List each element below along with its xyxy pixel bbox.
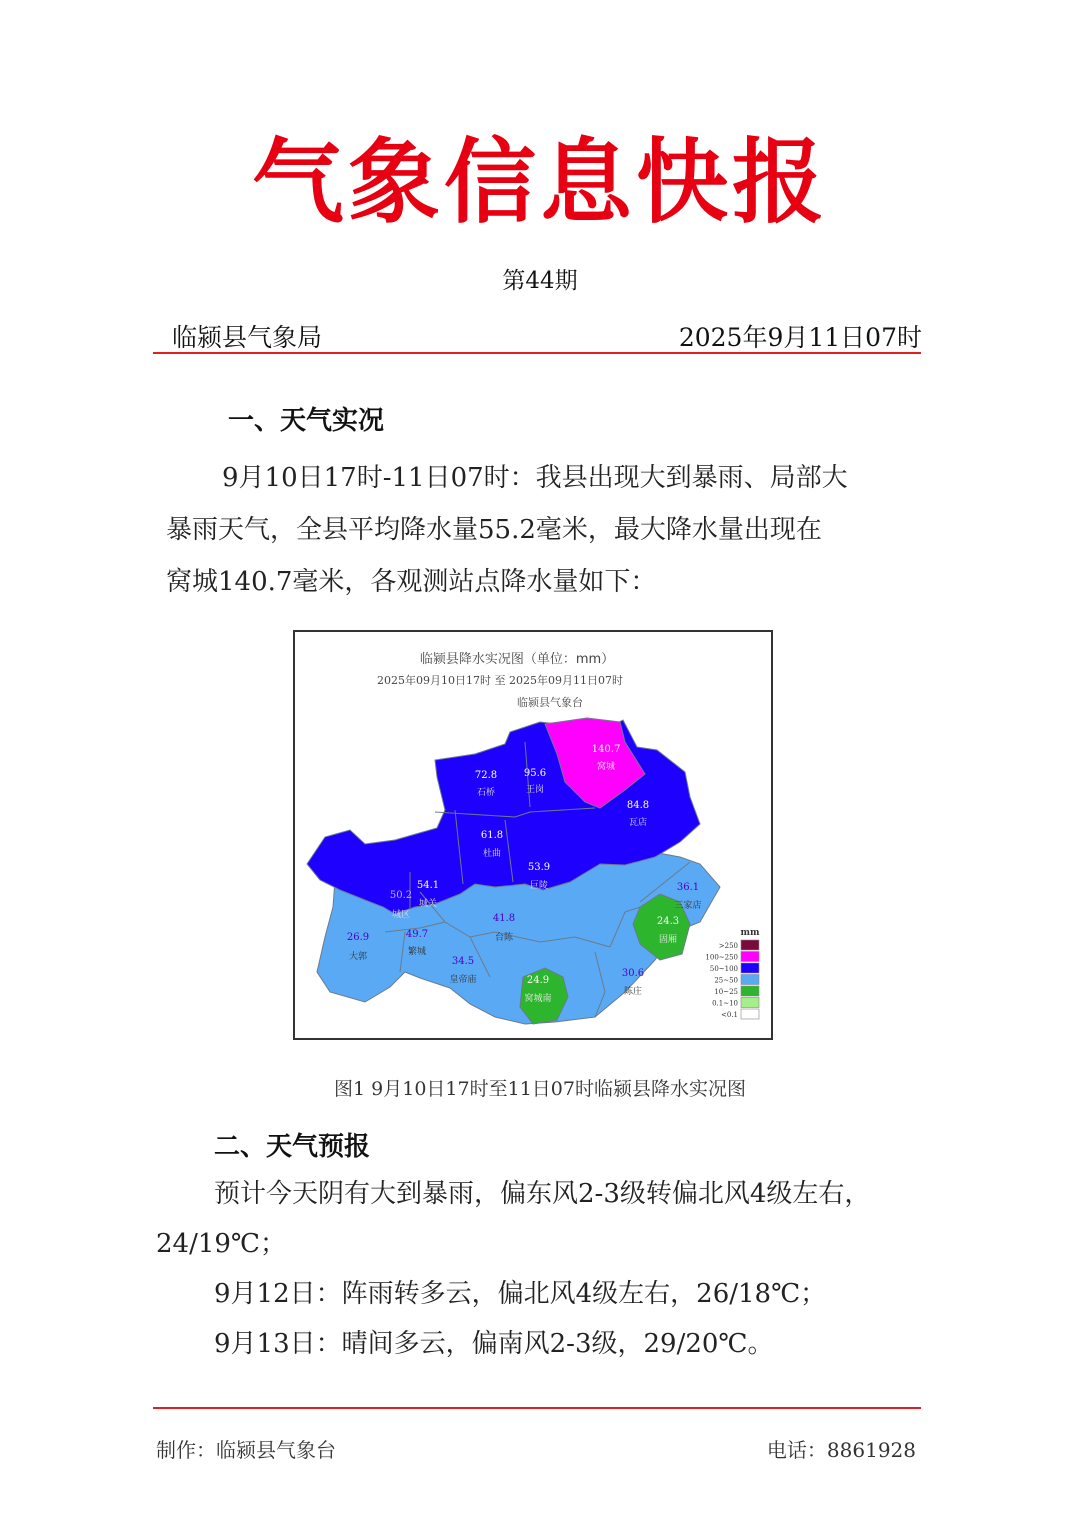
- legend-swatch: [741, 952, 759, 962]
- station-name: 窝城南: [524, 994, 552, 1004]
- station-value: 54.1: [416, 880, 440, 891]
- station-name: 台陈: [494, 933, 514, 943]
- issue-number: 第44期: [502, 268, 578, 294]
- station-value: 95.6: [523, 768, 547, 779]
- station-name: 杜曲: [482, 849, 502, 859]
- station-value: 34.5: [451, 956, 475, 967]
- station-value: 50.2: [389, 890, 413, 901]
- station-name: 繁城: [407, 947, 427, 957]
- map-title: 临颍县降水实况图（单位：mm）: [419, 652, 615, 667]
- station-value: 49.7: [405, 929, 429, 940]
- station-name: 瓦店: [628, 818, 648, 828]
- figure-caption: 图1 9月10日17时至11日07时临颍县降水实况图: [334, 1078, 746, 1100]
- station-name: 三家店: [674, 901, 702, 911]
- station-name: 大郭: [348, 952, 368, 962]
- legend-label: 0.1~10: [712, 999, 738, 1008]
- legend-label: 100~250: [705, 953, 738, 962]
- station-value: 26.9: [346, 932, 370, 943]
- legend-label: >250: [718, 942, 738, 950]
- station-name: 固厢: [658, 935, 678, 945]
- station-value: 72.8: [474, 770, 498, 781]
- station-value: 41.8: [492, 913, 516, 924]
- precipitation-map: [293, 630, 773, 1040]
- observation-line-1: 9月10日17时-11日07时：我县出现大到暴雨、局部大: [222, 463, 848, 493]
- legend-swatch: [741, 998, 759, 1008]
- forecast-line-3: 9月12日：阵雨转多云，偏北风4级左右，26/18℃；: [214, 1279, 827, 1309]
- map-period: 2025年09月10日17时 至 2025年09月11日07时: [377, 674, 623, 687]
- report-title: 气象信息快报: [251, 129, 828, 236]
- station-name: 巨陵: [529, 881, 549, 891]
- issue-date: 2025年9月11日07时: [678, 323, 922, 352]
- legend-title: mm: [740, 928, 760, 938]
- legend-label: 10~25: [714, 988, 738, 996]
- legend-swatch: [741, 963, 759, 973]
- station-value: 53.9: [527, 862, 551, 873]
- precipitation-map-svg: [295, 632, 771, 1038]
- forecast-line-4: 9月13日：晴间多云，偏南风2-3级，29/20℃。: [214, 1329, 774, 1359]
- station-value: 24.9: [526, 975, 550, 986]
- station-name: 石桥: [476, 788, 496, 798]
- forecast-line-1: 预计今天阴有大到暴雨，偏东风2-3级转偏北风4级左右，: [214, 1179, 871, 1209]
- station-name: 皇帝庙: [449, 975, 477, 985]
- map-source: 临颍县气象台: [517, 696, 583, 709]
- footer-rule: [153, 1407, 921, 1409]
- legend-label: 25~50: [714, 976, 738, 985]
- station-name: 王岗: [525, 785, 545, 795]
- legend-label: <0.1: [721, 1011, 738, 1019]
- forecast-line-2: 24/19℃；: [156, 1229, 287, 1259]
- legend-label: 50~100: [709, 965, 738, 973]
- legend-swatch: [741, 975, 759, 985]
- station-name: 陈庄: [623, 987, 643, 997]
- section-heading-observation: 一、天气实况: [228, 406, 385, 436]
- footer-phone: 电话：8861928: [766, 1438, 916, 1462]
- station-name: 城关: [418, 899, 438, 909]
- station-value: 30.6: [621, 968, 645, 979]
- station-value: 61.8: [480, 830, 504, 841]
- legend-swatch: [741, 940, 759, 950]
- station-value: 36.1: [676, 882, 700, 893]
- station-name: 城区: [391, 910, 411, 920]
- footer-producer: 制作：临颍县气象台: [156, 1438, 336, 1462]
- issuing-org: 临颍县气象局: [172, 323, 323, 352]
- header-rule: [153, 352, 921, 354]
- section-heading-forecast: 二、天气预报: [214, 1132, 371, 1162]
- station-value: 24.3: [656, 916, 680, 927]
- legend-swatch: [741, 1009, 759, 1019]
- map-legend: [705, 928, 760, 1019]
- station-value: 140.7: [591, 744, 621, 755]
- observation-line-3: 窝城140.7毫米，各观测站点降水量如下：: [166, 567, 657, 597]
- station-value: 84.8: [626, 800, 650, 811]
- observation-line-2: 暴雨天气，全县平均降水量55.2毫米，最大降水量出现在: [166, 515, 822, 545]
- station-name: 窝城: [596, 762, 616, 772]
- legend-swatch: [741, 986, 759, 996]
